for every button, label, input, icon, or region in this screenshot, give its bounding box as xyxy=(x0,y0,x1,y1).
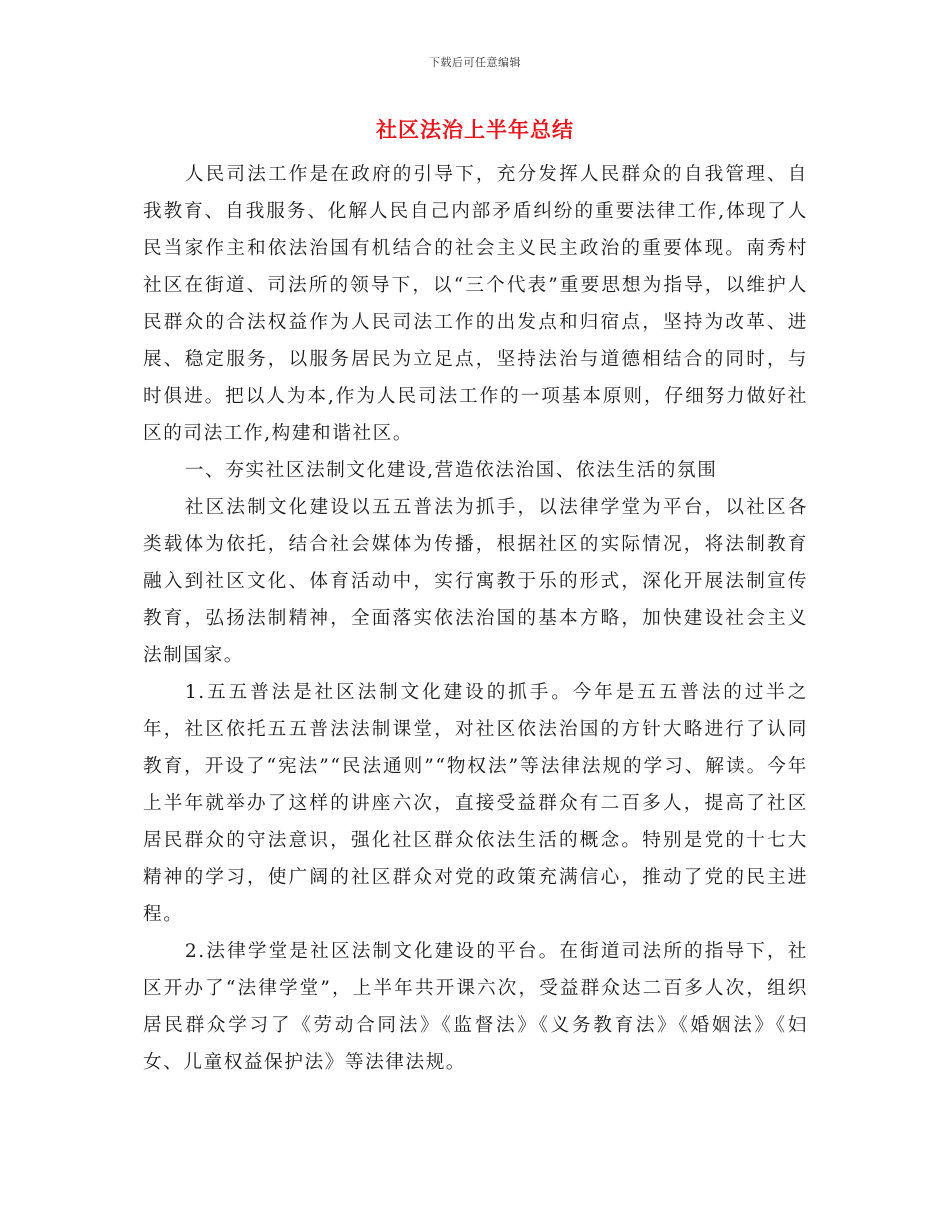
paragraph-item-1: 1.五五普法是社区法制文化建设的抓手。今年是五五普法的过半之年，社区依托五五普法法制课堂，对社区依法治国的方针大略进行了认同教育，开设了“宪法”“民法通则”“物权法”等法律法规的学习、解读。今年上半年就举办了这样的讲座六次，直接受益群众有二百多人，提高了社区居民群众的守法意识，强化社区群众依法生活的概念。特别是党的十七大精神的学习，使广阔的社区群众对党的政策充满信心，推动了党的民主进程。 xyxy=(143,682,808,925)
paragraph-intro: 人民司法工作是在政府的引导下，充分发挥人民群众的自我管理、自我教育、自我服务、化解人民自己内部矛盾纠纷的重要法律工作,体现了人民当家作主和依法治国有机结合的社会主义民主政治的重要体现。南秀村社区在街道、司法所的领导下，以“三个代表”重要思想为指导，以维护人民群众的合法权益作为人民司法工作的出发点和归宿点，坚持为改革、进展、稳定服务，以服务居民为立足点，坚持法治与道德相结合的同时，与时俱进。把以人为本,作为人民司法工作的一项基本原则，仔细努力做好社区的司法工作,构建和谐社区。 xyxy=(143,164,808,444)
section-heading: 一、夯实社区法制文化建设,营造依法治国、依法生活的氛围 xyxy=(184,460,718,481)
paragraph-section-intro: 社区法制文化建设以五五普法为抓手，以法律学堂为平台，以社区各类载体为依托，结合社会媒体为传播，根据社区的实际情况，将法制教育融入到社区文化、体育活动中，实行寓教于乐的形式，深化开展法制宣传教育，弘扬法制精神，全面落实依法治国的基本方略，加快建设社会主义法制国家。 xyxy=(143,497,808,666)
header-note: 下载后可任意编辑 xyxy=(429,56,521,69)
document-title: 社区法治上半年总结 xyxy=(376,118,574,142)
paragraph-item-2: 2.法律学堂是社区法制文化建设的平台。在街道司法所的指导下，社区开办了“法律学堂”，上半年共开课六次，受益群众达二百多人次，组织居民群众学习了《劳动合同法》《监督法》《义务教育法》《婚姻法》《妇女、儿童权益保护法》等法律法规。 xyxy=(143,941,808,1073)
document-body xyxy=(143,156,808,1081)
